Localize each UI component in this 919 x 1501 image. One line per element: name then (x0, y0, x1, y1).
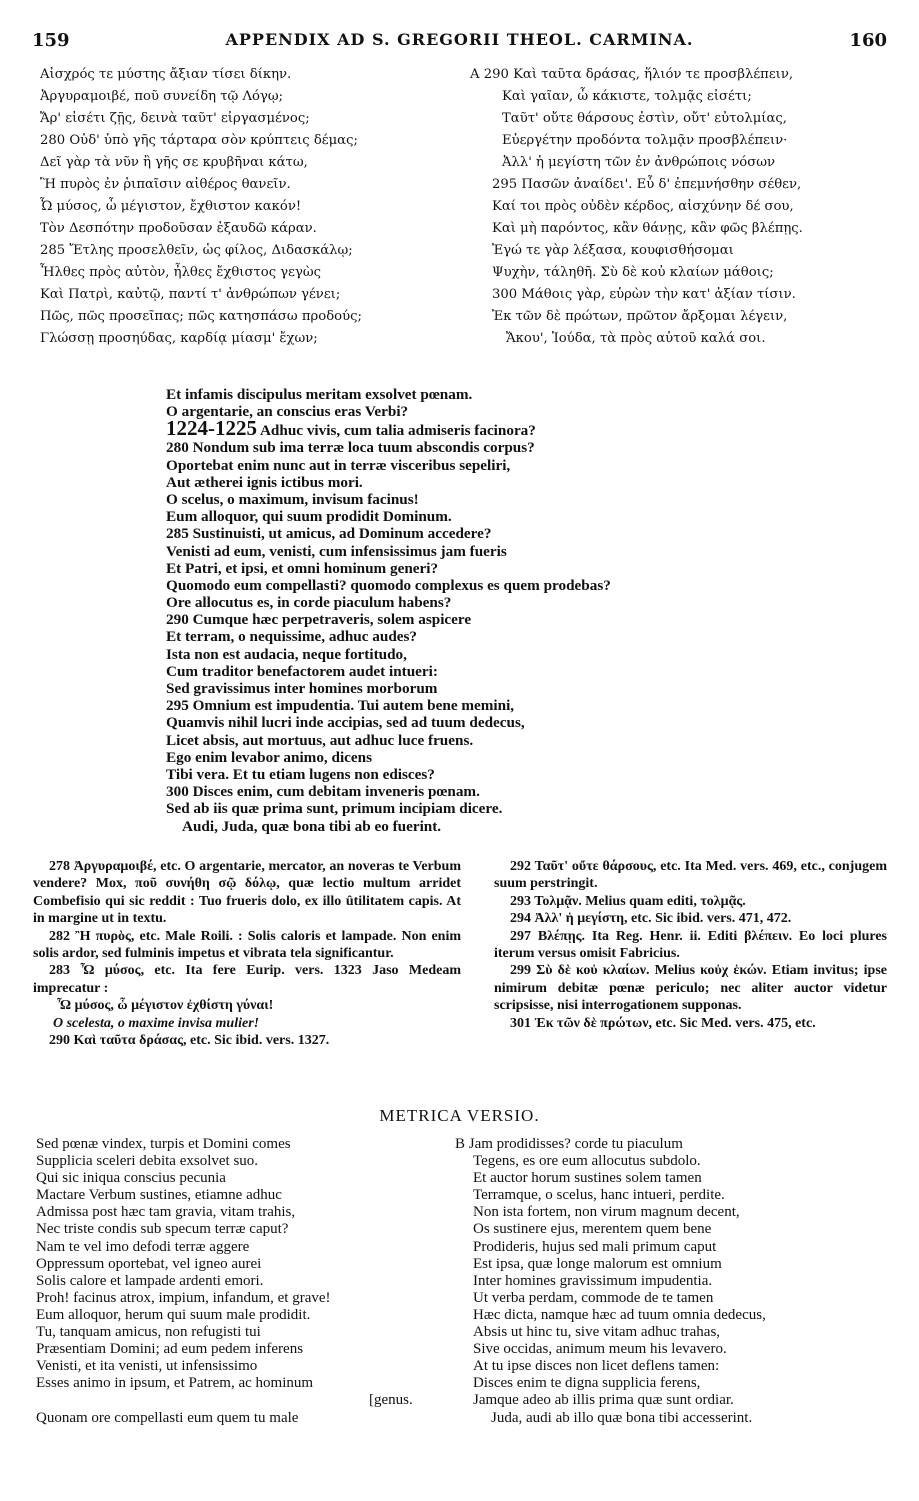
footnotes-right (494, 858, 887, 1032)
verse-line: O scelus, o maximum, invisum facinus! (166, 490, 419, 508)
metric-version-left (36, 1136, 413, 1427)
footnote-quote: Ὦ μύσος, ὦ μέγιστον ἐχθίστη γύναι! (57, 998, 274, 1014)
footnote: 292 Ταῦτ' οὔτε θάρσους, etc. Ita Med. vers. 469, etc., conjugem suum perstringit. (494, 859, 887, 892)
verse-line: Tibi vera. Et tu etiam lugens non edisces? (166, 765, 435, 783)
verse-line-continuation: [genus. (369, 1392, 413, 1409)
running-header (32, 30, 887, 52)
verse-line: Non ista fortem, non virum magnum decent, (473, 1204, 740, 1221)
verse-line: Mactare Verbum sustines, etiamne adhuc (36, 1187, 282, 1204)
verse-line: Audi, Juda, quæ bona tibi ab eo fuerint. (182, 817, 442, 835)
running-title: APPENDIX AD S. GREGORII THEOL. CARMINA. (225, 30, 694, 49)
greek-text-left-column (40, 64, 362, 350)
verse-line: Πῶς, πῶς προσεῖπας; πῶς κατησπάσω προδούς; (40, 309, 362, 324)
verse-line: Terramque, o scelus, hanc intueri, perdite. (473, 1187, 725, 1204)
verse-line: Ψυχὴν, τάληθῆ. Σὺ δὲ κοὐ κλαίων μάθοις; (492, 265, 774, 280)
footnote: 294 Ἀλλ' ἡ μεγίστη, etc. Sic ibid. vers. 471, 472. (510, 911, 792, 927)
verse-line: Nec triste condis sub specum terræ caput? (36, 1221, 289, 1238)
verse-line: 285 Ἔτλης προσελθεῖν, ὡς φίλος, Διδασκάλῳ; (40, 243, 353, 258)
verse-line: Τὸν Δεσπότην προδοῦσαν ἐξαυδῶ κάραν. (40, 221, 317, 236)
verse-line: 280 Nondum sub ima terræ loca tuum abscondis corpus? (166, 439, 535, 457)
verse-line: Ore allocutus es, in corde piaculum habens? (166, 594, 452, 612)
footnote: 297 Βλέπῃς. Ita Reg. Henr. ii. Editi βλέπειν. Eo loci plures iterum versus omisit Fabricius. (494, 928, 887, 962)
verse-line: Oportebat enim nunc aut in terræ visceribus sepeliri, (166, 456, 511, 474)
page-number-right: 160 (849, 30, 887, 51)
verse-line: Ταῦτ' οὔτε θάρσους ἐστὶν, οὔτ' εὐτολμίας, (502, 111, 787, 126)
column-marker: 1224-1225 (166, 416, 257, 441)
greek-text-right-column (470, 64, 803, 350)
verse-line: Juda, audi ab illo quæ bona tibi accesserint. (491, 1409, 753, 1426)
verse-line: Jamque adeo ab illis prima quæ sunt ordiar. (473, 1392, 734, 1409)
verse-line: Sed pœnæ vindex, turpis et Domini comes (36, 1136, 291, 1152)
verse-line: Tegens, es ore eum allocutus subdolo. (473, 1153, 701, 1170)
footnote: 283 Ὦ μύσος, etc. Ita fere Eurip. vers. 1323 Jaso Medeam imprecatur : (33, 963, 461, 996)
verse-line: Disces enim te digna supplicia ferens, (473, 1375, 701, 1392)
verse-line: Et terram, o nequissime, adhuc audes? (166, 628, 418, 646)
verse-line: Sed ab iis quæ prima sunt, primum incipiam dicere. (166, 800, 503, 818)
verse-line: Est ipsa, quæ longe malorum est omnium (473, 1255, 722, 1272)
verse-line: Venisti, et ita venisti, ut infensissimo (36, 1358, 258, 1375)
verse-line: Ἄρ' εἰσέτι ζῇς, δεινὰ ταῦτ' εἰργασμένος; (40, 111, 310, 126)
verse-line: Sive occidas, animum meum his levavero. (473, 1341, 727, 1358)
footnote: 301 Ἐκ τῶν δὲ πρώτων, etc. Sic Med. vers. 475, etc. (510, 1015, 816, 1031)
verse-line: 290 Cumque hæc perpetraveris, solem aspicere (166, 611, 472, 629)
verse-line: Supplicia sceleri debita exsolvet suo. (36, 1153, 259, 1170)
verse-line: Ista non est audacia, neque fortitudo, (166, 645, 407, 663)
latin-translation (166, 386, 611, 835)
verse-line: Καὶ γαῖαν, ὦ κάκιστε, τολμᾷς εἰσέτι; (502, 89, 752, 104)
verse-line: Et auctor horum sustines solem tamen (473, 1170, 702, 1187)
verse-line: Et infamis discipulus meritam exsolvet pœnam. (166, 386, 473, 403)
verse-line: Ἄκου', Ἰούδα, τὰ πρὸς αὐτοῦ καλά σοι. (506, 331, 766, 346)
footnote: 299 Σὺ δὲ κοὐ κλαίων. Melius κοὐχ ἑκών. Etiam invitus; ipse nimirum debitæ pœnæ periculo; nec aliter auctor videtur scripsisse, nisi interrogationem supponas. (494, 963, 887, 1014)
verse-line: Ego enim levabor animo, dicens (166, 748, 373, 766)
verse-line: Γλώσσῃ προσηύδας, καρδίᾳ μίασμ' ἔχων; (40, 331, 318, 346)
footnote: 290 Καὶ ταῦτα δράσας, etc. Sic ibid. vers. 1327. (49, 1033, 330, 1049)
verse-line: 295 Πασῶν ἀναίδει'. Εὖ δ' ἐπεμνήσθην σέθεν, (492, 177, 802, 192)
verse-line: Nam te vel imo defodi terræ aggere (36, 1238, 250, 1255)
verse-line: B Jam prodidisses? corde tu piaculum (455, 1136, 683, 1152)
verse-line: Ἀργυραμοιβέ, ποῦ συνείδη τῷ Λόγῳ; (40, 89, 284, 104)
verse-line: Et Patri, et ipsi, et omni hominum generi? (166, 559, 439, 577)
metric-version-right (455, 1136, 766, 1427)
footnote: 282 Ἢ πυρὸς, etc. Male Roili. : Solis caloris et lampade. Non enim solis ardor, sed fulminis impetus et vibrata tela significantur. (33, 928, 461, 962)
verse-line: Ὦ μύσος, ὦ μέγιστον, ἔχθιστον κακόν! (40, 199, 302, 214)
verse-line: Inter homines gravissimum impudentia. (473, 1272, 713, 1289)
verse-line: 300 Disces enim, cum debitam inveneris pœnam. (166, 783, 480, 801)
verse-line: Prodideris, hujus sed mali primum caput (473, 1238, 717, 1255)
footnote: 278 Ἀργυραμοιβέ, etc. O argentarie, mercator, an noveras te Verbum vendere? Mox, ποῦ συνήθη σῷ δόλῳ, quæ lectio multum arridet Combefisio qui sic reddit : Tuo frueris dolo, ex illo ûtilitatem capis. At in margine ut in textu. (33, 859, 461, 927)
verse-line: Ut verba perdam, commode de te tamen (473, 1289, 714, 1306)
verse-line: Καὶ Πατρὶ, καὐτῷ, παντί τ' ἀνθρώπων γένει; (40, 287, 341, 302)
verse-line: O argentarie, an conscius eras Verbi? (166, 403, 409, 421)
verse-line: Quomodo eum compellasti? quomodo complexus es quem prodebas? (166, 576, 611, 594)
verse-line (166, 416, 611, 441)
footnotes-left (33, 858, 461, 1049)
verse-line-text: Adhuc vivis, cum talia admiseris facinora? (259, 422, 536, 440)
verse-line: Admissa post hæc tam gravia, vitam trahis, (36, 1204, 296, 1221)
verse-line: At tu ipse disces non licet deflens tamen: (473, 1358, 720, 1375)
verse-line: Ἦλθες πρὸς αὐτὸν, ἦλθες ἔχθιστος γεγὼς (40, 265, 322, 280)
footnote: 293 Τολμᾷν. Melius quam editi, τολμᾷς. (510, 893, 746, 909)
verse-line: Absis ut hinc tu, sive vitam adhuc trahas, (473, 1324, 721, 1341)
verse-line: Quamvis nihil lucri inde accipias, sed ad tuum dedecus, (166, 714, 525, 732)
verse-line: Solis calore et lampade ardenti emori. (36, 1272, 264, 1289)
verse-line: 295 Omnium est impudentia. Tui autem bene memini, (166, 697, 515, 715)
verse-line: Καὶ μὴ παρόντος, κἂν θάνῃς, κἂν φῶς βλέπῃς. (492, 221, 803, 236)
verse-line: 300 Μάθοις γὰρ, εὑρὼν τὴν κατ' ἀξίαν τίσιν. (492, 287, 796, 302)
verse-line: Cum traditor benefactorem audet intueri: (166, 662, 438, 680)
verse-line: Oppressum oportebat, vel igneo aurei (36, 1255, 262, 1272)
verse-line: Eum alloquor, qui suum prodidit Dominum. (166, 508, 452, 526)
section-title: METRICA VERSIO. (379, 1106, 540, 1125)
verse-line: Venisti ad eum, venisti, cum infensissimus jam fueris (166, 542, 507, 560)
verse-line: Eum alloquor, herum qui suum male prodidit. (36, 1306, 311, 1323)
verse-line: Ἀλλ' ἡ μεγίστη τῶν ἐν ἀνθρώποις νόσων (502, 155, 775, 170)
verse-line: Hæc dicta, namque hæc ad tuum omnia dedecus, (473, 1306, 766, 1323)
verse-line: Proh! facinus atrox, impium, infandum, et grave! (36, 1289, 331, 1306)
verse-line: Qui sic iniqua conscius pecunia (36, 1170, 226, 1187)
verse-line: 285 Sustinuisti, ut amicus, ad Dominum accedere? (166, 525, 492, 543)
footnote-quote: O scelesta, o maxime invisa mulier! (53, 1015, 260, 1031)
verse-line: Αἰσχρός τε μύστης ἄξιαν τίσει δίκην. (40, 67, 292, 82)
verse-line: A 290 Καὶ ταῦτα δράσας, ἥλιόν τε προσβλέπειν, (470, 67, 794, 82)
verse-line: 280 Οὐδ' ὑπὸ γῆς τάρταρα σὸν κρύπτεις δέμας; (40, 133, 358, 148)
verse-line: Præsentiam Domini; ad eum pedem inferens (36, 1341, 304, 1358)
page-number-left: 159 (32, 30, 70, 51)
verse-line: Os sustinere ejus, merentem quem bene (473, 1221, 712, 1238)
verse-line: Aut ætherei ignis ictibus mori. (166, 473, 363, 491)
verse-line: Sed gravissimus inter homines morborum (166, 680, 438, 697)
verse-line: Quonam ore compellasti eum quem tu male (36, 1409, 299, 1426)
verse-line: Ἐγώ τε γὰρ λέξασα, κουφισθήσομαι (492, 243, 734, 258)
verse-line: Εὐεργέτην προδόντα τολμᾷν προσβλέπειν· (502, 133, 788, 148)
verse-line: Esses animo in ipsum, et Patrem, ac hominum (36, 1375, 314, 1392)
verse-line: Ἢ πυρὸς ἐν ῥιπαῖσιν αἰθέρος θανεῖν. (40, 177, 291, 192)
verse-line: Δεῖ γὰρ τὰ νῦν ἢ γῆς σε κρυβῆναι κάτω, (40, 155, 308, 170)
verse-line: Καί τοι πρὸς οὐδὲν κέρδος, αἰσχύνην δέ σου, (492, 199, 794, 214)
verse-line: Ἐκ τῶν δὲ πρώτων, πρῶτον ἄρξομαι λέγειν, (492, 309, 788, 324)
verse-line: Tu, tanquam amicus, non refugisti tui (36, 1324, 261, 1341)
verse-line: Licet absis, aut mortuus, aut adhuc luce fruens. (166, 731, 474, 749)
